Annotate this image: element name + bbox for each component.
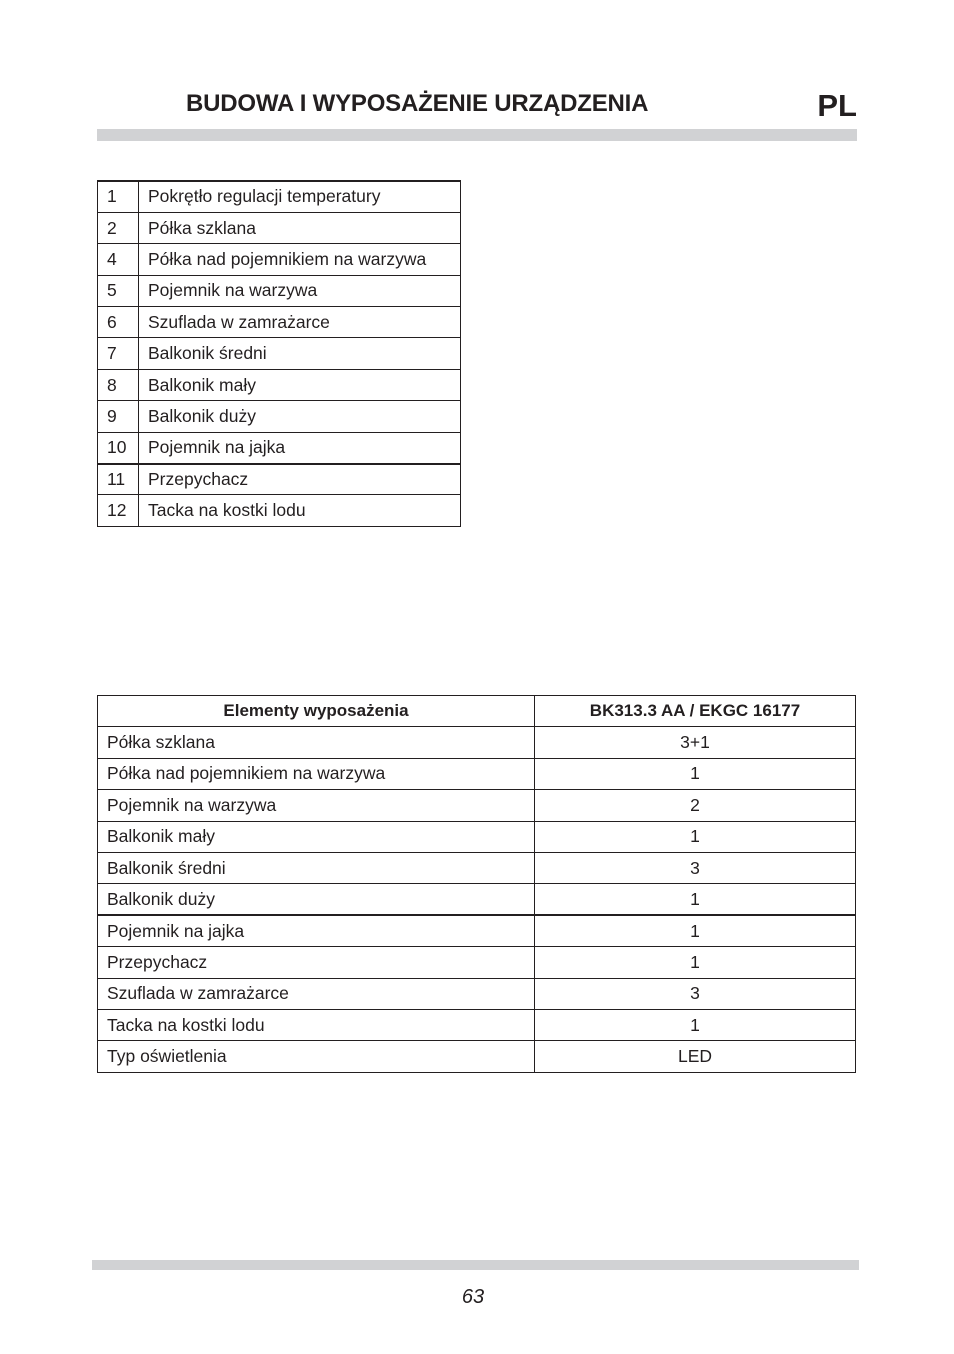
part-name: Balkonik mały bbox=[139, 369, 461, 400]
table-row bbox=[98, 727, 856, 758]
part-number: 11 bbox=[98, 464, 139, 495]
equipment-item: Szuflada w zamrażarce bbox=[98, 978, 535, 1009]
equipment-value: 1 bbox=[535, 947, 856, 978]
equipment-value: 1 bbox=[535, 1009, 856, 1040]
part-name: Balkonik średni bbox=[139, 338, 461, 369]
table-row bbox=[98, 432, 461, 463]
equipment-value: 1 bbox=[535, 758, 856, 789]
part-number: 2 bbox=[98, 212, 139, 243]
equipment-table bbox=[97, 695, 856, 1073]
table-row bbox=[98, 338, 461, 369]
equipment-item: Pojemnik na warzywa bbox=[98, 790, 535, 821]
table-row bbox=[98, 275, 461, 306]
table-row bbox=[98, 852, 856, 883]
part-name: Półka szklana bbox=[139, 212, 461, 243]
part-number: 10 bbox=[98, 432, 139, 463]
equipment-item: Półka szklana bbox=[98, 727, 535, 758]
equipment-value: 2 bbox=[535, 790, 856, 821]
part-number: 5 bbox=[98, 275, 139, 306]
column-header-item: Elementy wyposażenia bbox=[98, 696, 535, 727]
part-number: 4 bbox=[98, 244, 139, 275]
table-row bbox=[98, 212, 461, 243]
equipment-value: 1 bbox=[535, 884, 856, 915]
table-row bbox=[98, 369, 461, 400]
table-row bbox=[98, 758, 856, 789]
table-row bbox=[98, 947, 856, 978]
part-number: 1 bbox=[98, 181, 139, 212]
equipment-value: 3+1 bbox=[535, 727, 856, 758]
language-code: PL bbox=[817, 88, 857, 123]
page-number: 63 bbox=[461, 1286, 485, 1308]
footer-divider bbox=[92, 1260, 859, 1270]
equipment-item: Balkonik średni bbox=[98, 852, 535, 883]
table-row bbox=[98, 1009, 856, 1040]
part-name: Pokrętło regulacji temperatury bbox=[139, 181, 461, 212]
table-row bbox=[98, 978, 856, 1009]
part-name: Balkonik duży bbox=[139, 401, 461, 432]
page-title: BUDOWA I WYPOSAŻENIE URZĄDZENIA bbox=[186, 90, 649, 117]
part-number: 9 bbox=[98, 401, 139, 432]
part-number: 7 bbox=[98, 338, 139, 369]
table-row bbox=[98, 790, 856, 821]
equipment-item: Pojemnik na jajka bbox=[98, 915, 535, 946]
table-header-row bbox=[98, 696, 856, 727]
equipment-value: 3 bbox=[535, 852, 856, 883]
part-name: Tacka na kostki lodu bbox=[139, 495, 461, 526]
table-row bbox=[98, 464, 461, 495]
part-name: Półka nad pojemnikiem na warzywa bbox=[139, 244, 461, 275]
part-number: 8 bbox=[98, 369, 139, 400]
header-divider bbox=[97, 129, 857, 141]
equipment-item: Tacka na kostki lodu bbox=[98, 1009, 535, 1040]
table-row bbox=[98, 915, 856, 946]
part-name: Pojemnik na jajka bbox=[139, 432, 461, 463]
column-header-model: BK313.3 AA / EKGC 16177 bbox=[535, 696, 856, 727]
table-row bbox=[98, 244, 461, 275]
equipment-item: Balkonik mały bbox=[98, 821, 535, 852]
part-number: 12 bbox=[98, 495, 139, 526]
equipment-value: 3 bbox=[535, 978, 856, 1009]
parts-table bbox=[97, 180, 461, 527]
equipment-value: LED bbox=[535, 1041, 856, 1072]
equipment-value: 1 bbox=[535, 821, 856, 852]
table-row bbox=[98, 1041, 856, 1072]
equipment-item: Przepychacz bbox=[98, 947, 535, 978]
table-row bbox=[98, 181, 461, 212]
equipment-value: 1 bbox=[535, 915, 856, 946]
table-row bbox=[98, 821, 856, 852]
part-name: Szuflada w zamrażarce bbox=[139, 307, 461, 338]
table-row bbox=[98, 307, 461, 338]
equipment-item: Typ oświetlenia bbox=[98, 1041, 535, 1072]
table-row bbox=[98, 884, 856, 915]
table-row bbox=[98, 495, 461, 526]
equipment-item: Półka nad pojemnikiem na warzywa bbox=[98, 758, 535, 789]
equipment-item: Balkonik duży bbox=[98, 884, 535, 915]
part-name: Pojemnik na warzywa bbox=[139, 275, 461, 306]
part-name: Przepychacz bbox=[139, 464, 461, 495]
part-number: 6 bbox=[98, 307, 139, 338]
table-row bbox=[98, 401, 461, 432]
